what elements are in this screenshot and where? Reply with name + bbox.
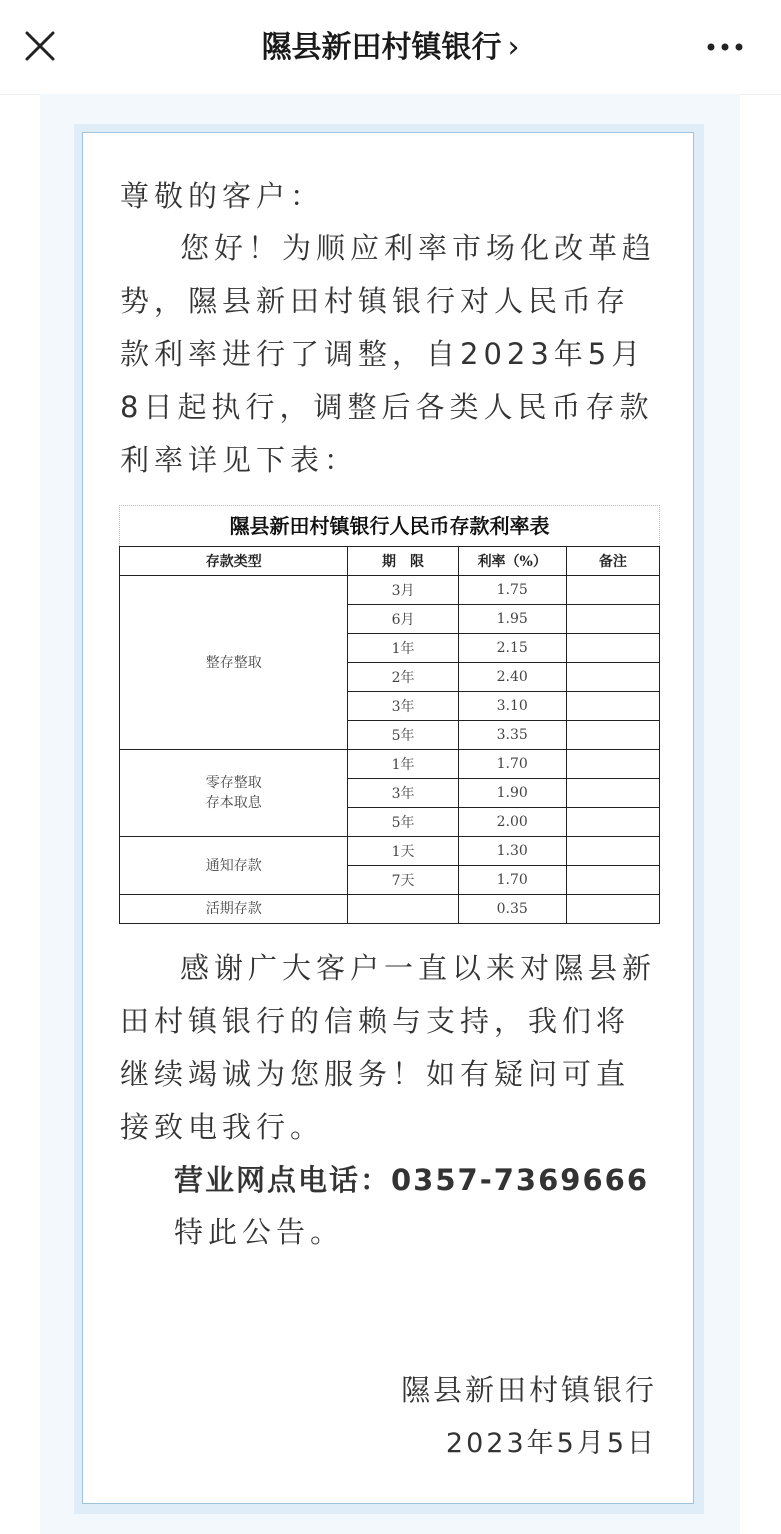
rate-table-grid: [119, 546, 660, 924]
page-title[interactable]: [0, 28, 781, 68]
header-term: 期 限: [348, 547, 458, 576]
term-cell: 5年: [348, 808, 458, 837]
term-cell: 3年: [348, 779, 458, 808]
deposit-type-cell: 通知存款: [120, 837, 348, 895]
rate-cell: 1.30: [458, 837, 566, 866]
term-cell: 6月: [348, 605, 458, 634]
rate-cell: 3.35: [458, 721, 566, 750]
table-row: [120, 750, 660, 779]
note-cell: [566, 576, 659, 605]
rate-cell: 0.35: [458, 895, 566, 924]
term-cell: 5年: [348, 721, 458, 750]
term-cell: 7天: [348, 866, 458, 895]
note-cell: [566, 721, 659, 750]
rate-cell: 2.00: [458, 808, 566, 837]
table-row: [120, 837, 660, 866]
branch-phone: 营业网点电话：0357-7369666: [174, 1163, 649, 1197]
header-note: 备注: [566, 547, 659, 576]
rate-cell: 1.70: [458, 866, 566, 895]
deposit-type-cell: 活期存款: [120, 895, 348, 924]
deposit-type-cell: 整存整取: [120, 576, 348, 750]
term-cell: 3年: [348, 692, 458, 721]
note-cell: [566, 866, 659, 895]
note-cell: [566, 895, 659, 924]
rate-cell: 1.90: [458, 779, 566, 808]
notice-date: 2023年5月5日: [445, 1428, 657, 1459]
intro-paragraph: 您好！为顺应利率市场化改革趋势，隰县新田村镇银行对人民币存款利率进行了调整，自2023年5月8日起执行，调整后各类人民币存款利率详见下表：: [120, 231, 657, 477]
rate-cell: 3.10: [458, 692, 566, 721]
bank-signature: 隰县新田村镇银行: [400, 1373, 657, 1407]
deposit-type-cell: 零存整取 存本取息: [120, 750, 348, 837]
thanks-paragraph: 感谢广大客户一直以来对隰县新田村镇银行的信赖与支持，我们将继续竭诚为您服务！如有疑问可直接致电我行。: [120, 951, 657, 1144]
rate-cell: 2.15: [458, 634, 566, 663]
rate-cell: 1.75: [458, 576, 566, 605]
term-cell: 1年: [348, 634, 458, 663]
term-cell: 1天: [348, 837, 458, 866]
note-cell: [566, 692, 659, 721]
table-row: [120, 895, 660, 924]
top-nav-bar: [0, 0, 781, 95]
chevron-right-icon: ›: [507, 30, 520, 65]
rate-table: [119, 505, 660, 923]
note-cell: [566, 663, 659, 692]
note-cell: [566, 750, 659, 779]
page-title-text: 隰县新田村镇银行: [261, 30, 502, 65]
header-type: 存款类型: [120, 547, 348, 576]
rate-cell: 1.70: [458, 750, 566, 779]
term-cell: [348, 895, 458, 924]
rate-cell: 2.40: [458, 663, 566, 692]
header-rate: 利率（%）: [458, 547, 566, 576]
table-row: [120, 576, 660, 605]
closing-notice: 特此公告。: [174, 1215, 345, 1249]
note-cell: [566, 837, 659, 866]
table-header-row: [120, 547, 660, 576]
term-cell: 2年: [348, 663, 458, 692]
note-cell: [566, 808, 659, 837]
note-cell: [566, 779, 659, 808]
note-cell: [566, 605, 659, 634]
term-cell: 3月: [348, 576, 458, 605]
greeting: 尊敬的客户：: [120, 179, 325, 213]
note-cell: [566, 634, 659, 663]
rate-table-title: 隰县新田村镇银行人民币存款利率表: [119, 505, 660, 546]
rate-cell: 1.95: [458, 605, 566, 634]
term-cell: 1年: [348, 750, 458, 779]
more-options-icon[interactable]: [705, 32, 745, 62]
